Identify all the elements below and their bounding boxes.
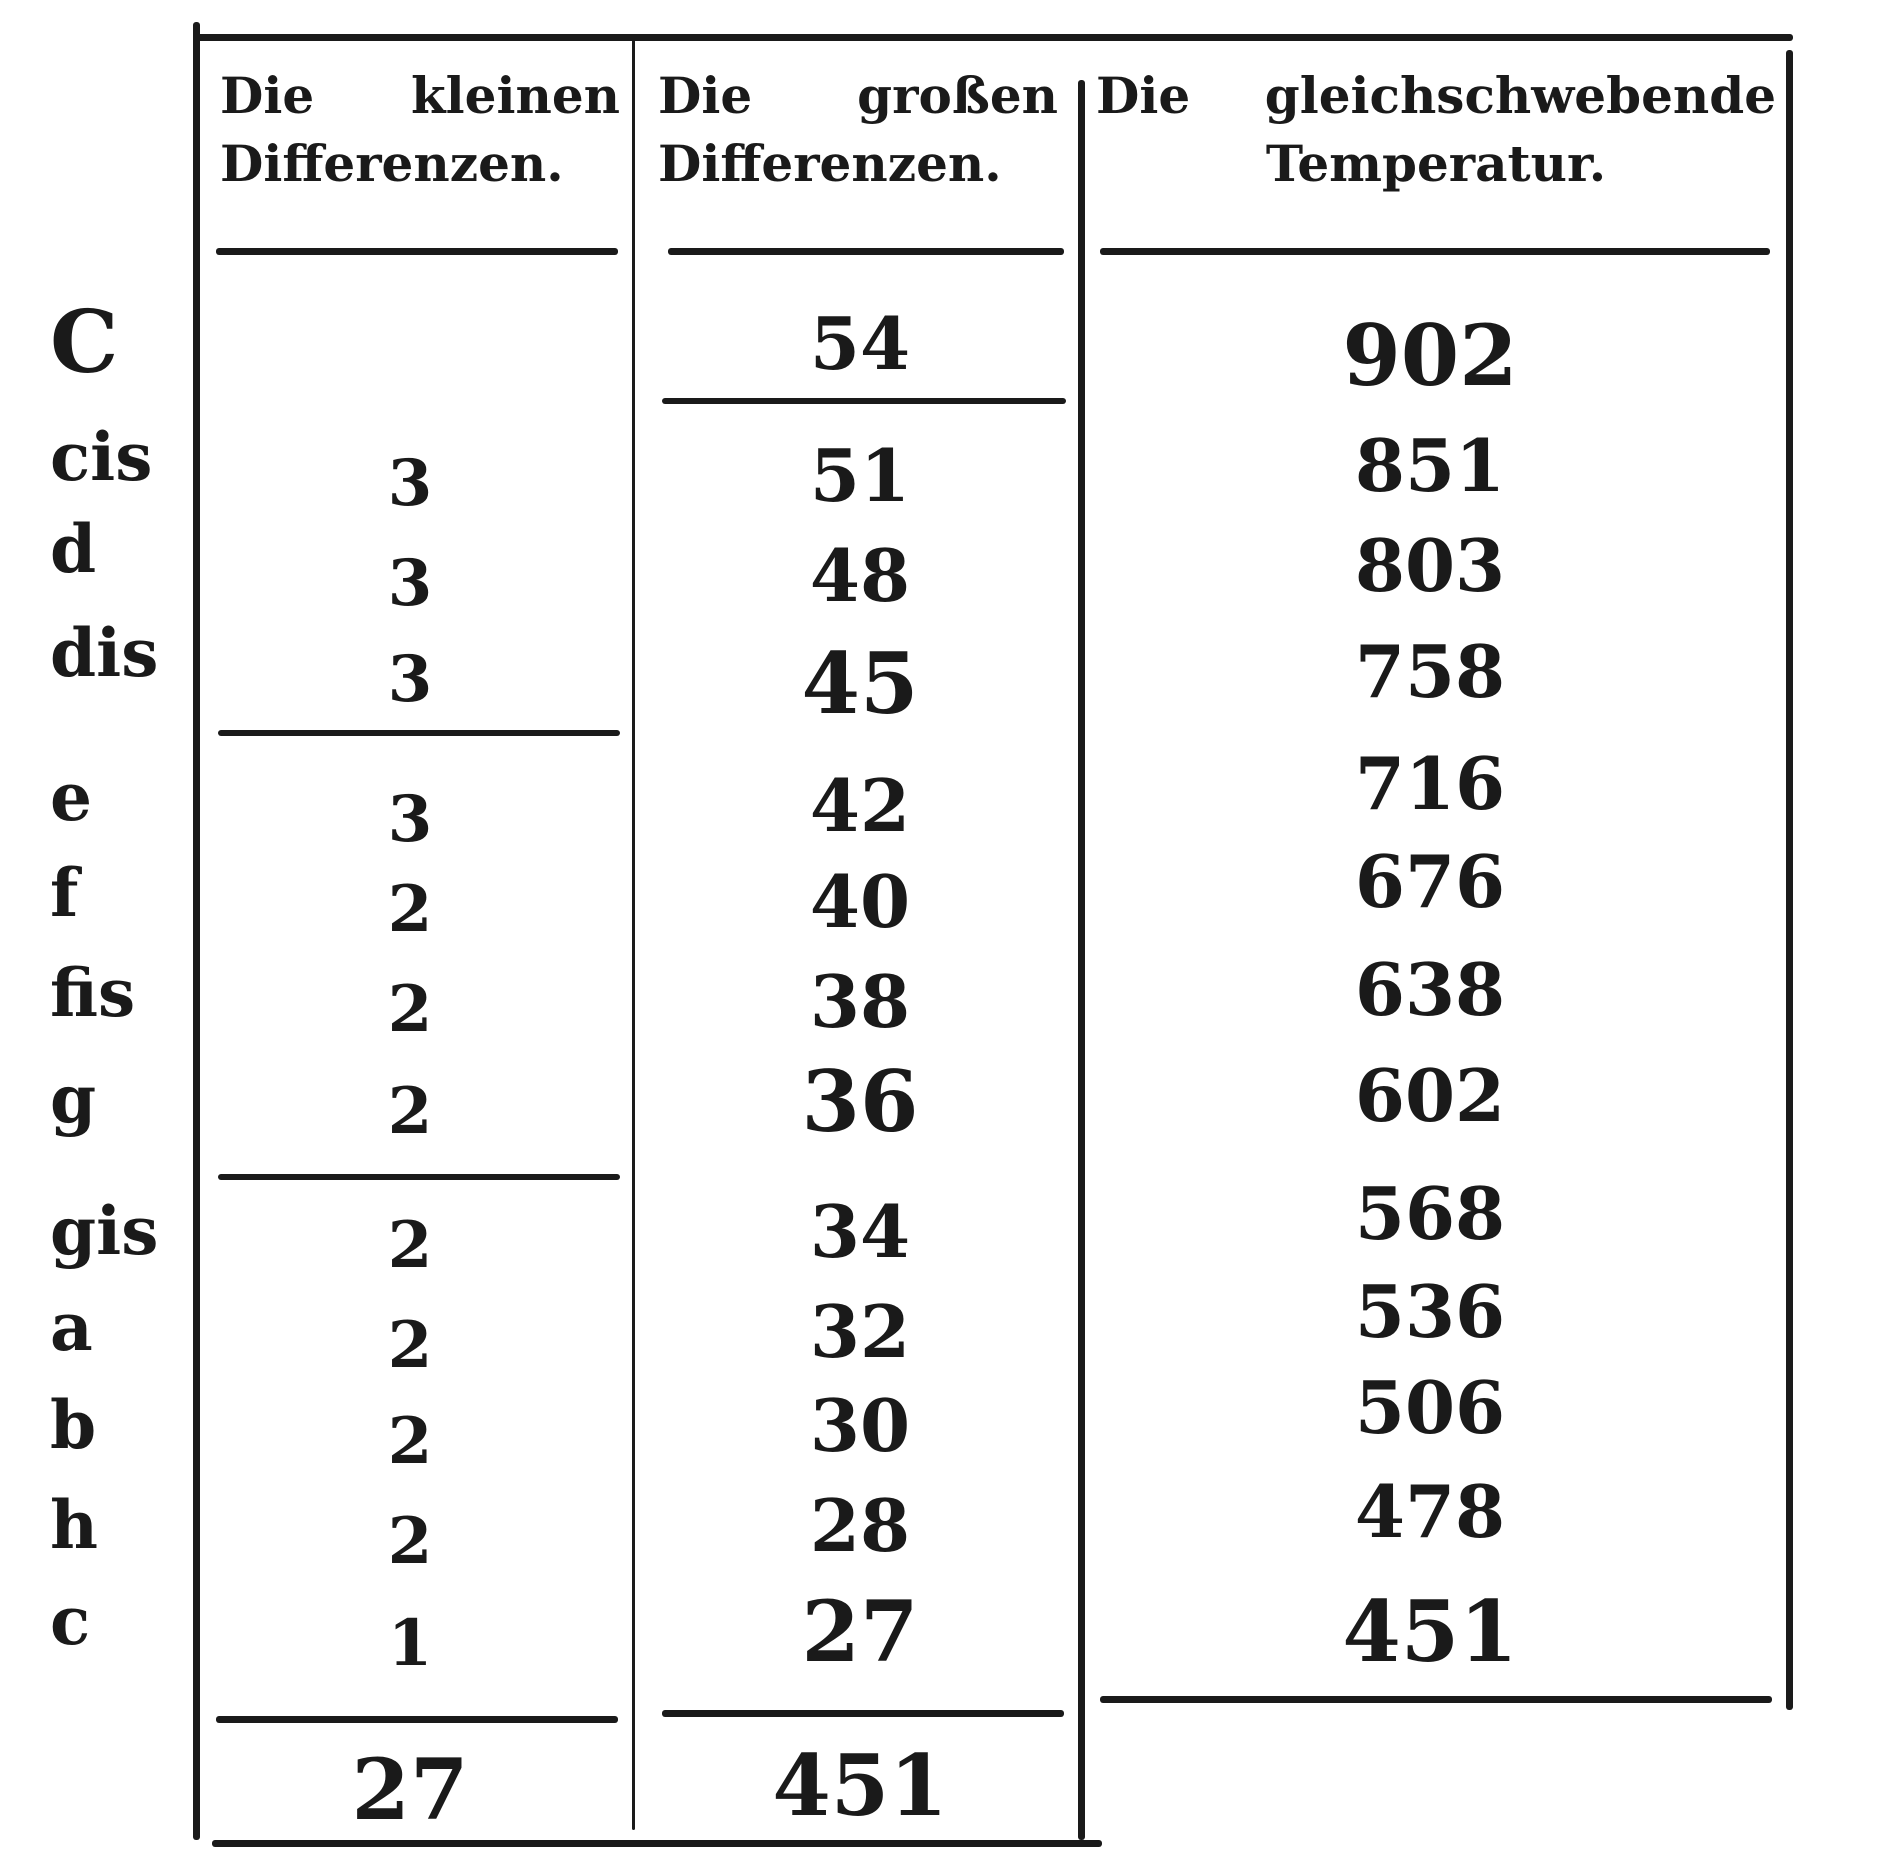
large-diff-value: 54 [809,301,911,386]
note-label: a [50,1288,93,1366]
small-diff-value: 2 [387,1504,433,1579]
rule-group-1 [218,730,620,736]
small-diff-value: 1 [387,1606,433,1681]
large-diff-value: 36 [801,1052,919,1151]
temperament-value: 536 [1354,1269,1506,1354]
large-diff-value: 30 [809,1383,911,1468]
header-temp-line2: Temperatur. [1265,134,1607,193]
small-diff-value: 3 [387,642,433,717]
note-label: e [50,758,92,836]
divider-large-temp [1078,80,1085,1840]
temperament-value: 638 [1354,947,1506,1032]
small-diff-value: 3 [387,446,433,521]
note-label: f [50,854,79,932]
right-border [1786,50,1793,1710]
small-diff-value: 2 [387,1404,433,1479]
large-diff-value: 28 [809,1483,911,1568]
total-small-differences: 27 [351,1740,469,1839]
sum-rule-large [662,1710,1064,1717]
small-diff-value: 2 [387,1074,433,1149]
bottom-border [212,1840,1102,1847]
small-diff-value: 2 [387,872,433,947]
header-rule-large [668,248,1064,255]
large-diff-value: 34 [809,1189,911,1274]
temperament-value: 478 [1354,1469,1506,1554]
note-label: dis [50,614,159,692]
temperament-value: 568 [1354,1171,1506,1256]
header-equal-temperament [1096,62,1776,198]
small-diff-value: 2 [387,972,433,1047]
note-label: g [50,1060,97,1138]
small-diff-value: 2 [387,1308,433,1383]
large-diff-value: 40 [809,859,911,944]
temperament-value: 803 [1354,523,1506,608]
header-temp-line1: Die gleichschwebende [1096,66,1776,125]
header-small-line2: Differenzen. [220,134,564,193]
total-large-differences: 451 [772,1736,948,1835]
large-diff-value: 48 [809,533,911,618]
temperament-value: 851 [1354,423,1506,508]
note-label: c [50,1582,91,1660]
bottom-rule-temp [1100,1696,1772,1703]
header-rule-small [216,248,618,255]
note-label: gis [50,1192,159,1270]
temperament-value: 451 [1342,1582,1518,1681]
sum-rule-small [216,1716,618,1723]
header-large-differences [658,62,1058,198]
temperament-value: 716 [1354,741,1506,826]
header-large-line2: Differenzen. [658,134,1002,193]
header-small-differences [220,62,620,198]
note-label: C [50,292,119,393]
temperament-value: 758 [1354,629,1506,714]
large-diff-value: 32 [809,1289,911,1374]
note-label: d [50,510,97,588]
large-diff-value: 42 [809,763,911,848]
rule-below-first-large [662,398,1066,404]
note-label: cis [50,418,153,496]
large-diff-value: 27 [801,1582,919,1681]
small-diff-value: 3 [387,782,433,857]
note-label: fis [50,954,136,1032]
note-label: h [50,1486,98,1564]
temperament-value: 506 [1354,1365,1506,1450]
temperament-value: 902 [1342,306,1518,405]
rule-group-2 [218,1174,620,1180]
small-diff-value: 3 [387,546,433,621]
temperament-value: 602 [1354,1053,1506,1138]
note-label: b [50,1386,97,1464]
header-large-line1: Die großen [658,66,1058,125]
large-diff-value: 51 [809,433,911,518]
divider-small-large [632,40,635,1830]
top-border [195,34,1793,41]
header-rule-temp [1100,248,1770,255]
temperament-value: 676 [1354,839,1506,924]
header-small-line1: Die kleinen [220,66,620,125]
left-border [193,22,200,1840]
small-diff-value: 2 [387,1208,433,1283]
large-diff-value: 45 [801,634,919,733]
large-diff-value: 38 [809,959,911,1044]
